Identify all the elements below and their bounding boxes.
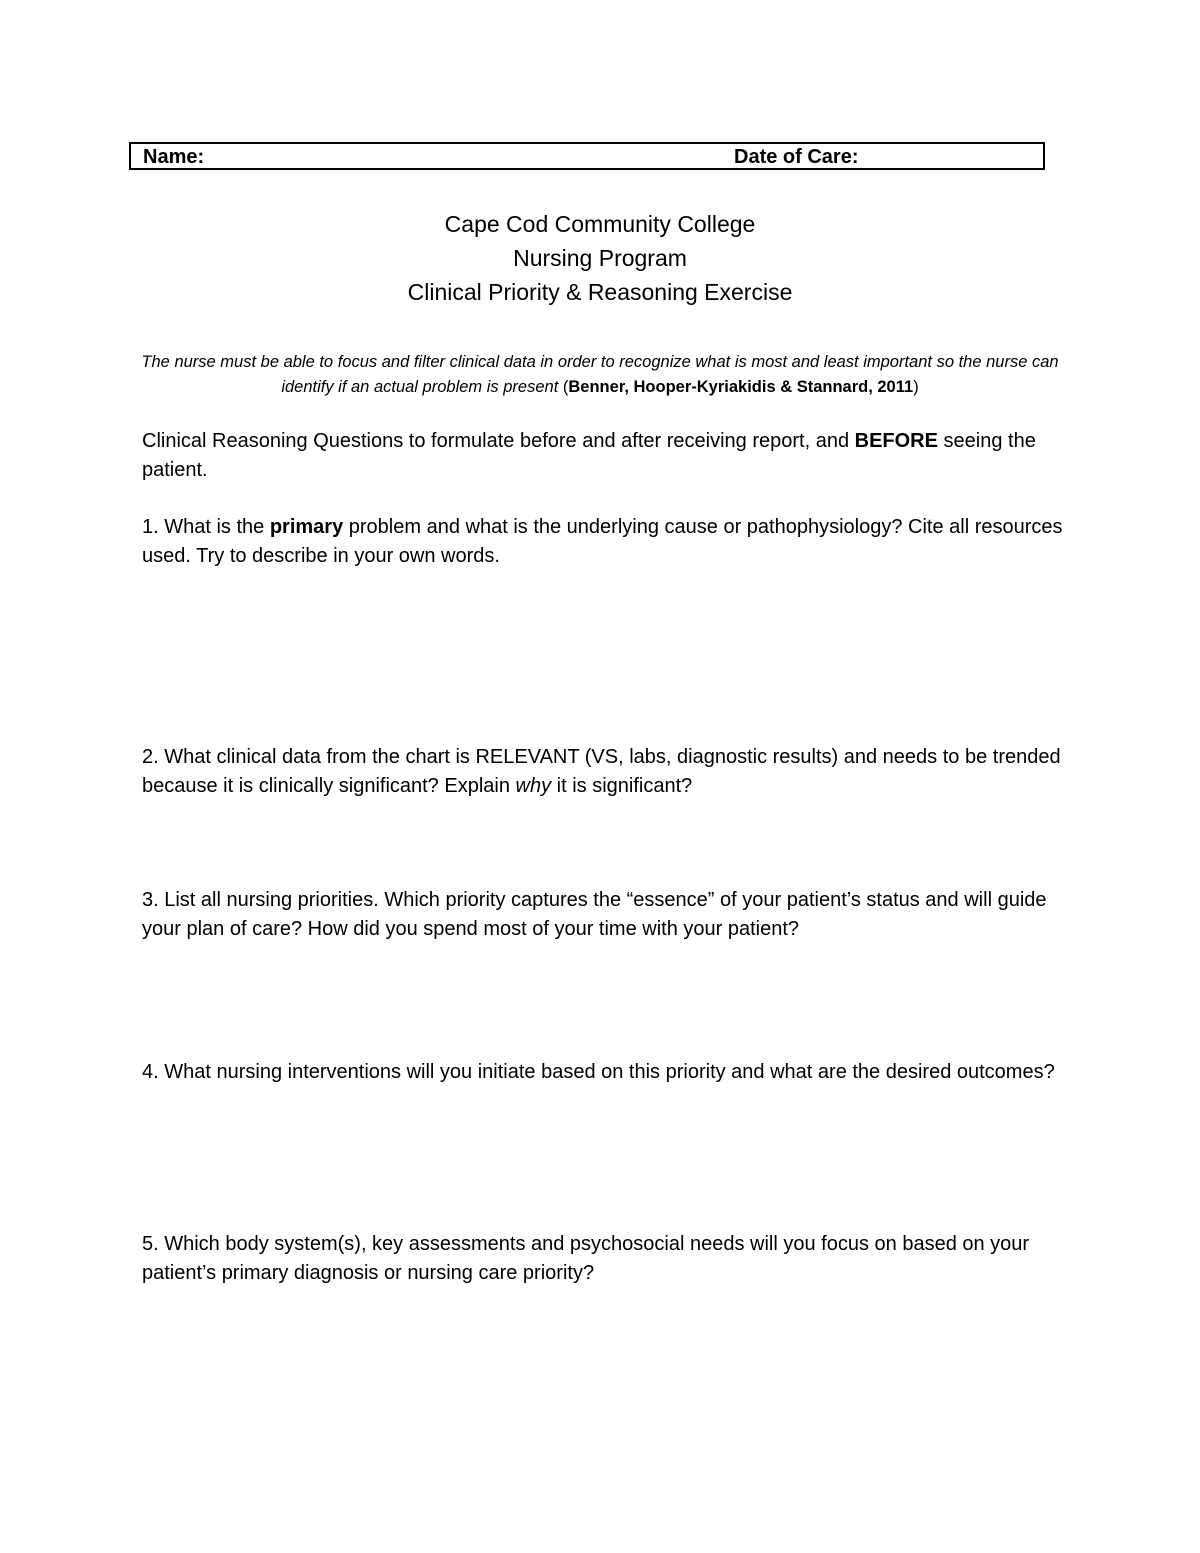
q2-emphasis: why bbox=[515, 775, 552, 797]
q2-text-2: it is significant? bbox=[551, 775, 693, 797]
q1-text-1: 1. What is the bbox=[142, 516, 270, 538]
date-of-care-label: Date of Care: bbox=[734, 146, 859, 168]
quote-open-paren: ( bbox=[558, 378, 569, 396]
intro-text-2: seeing the patient. bbox=[142, 430, 1036, 481]
quote-text: The nurse must be able to focus and filter clinical data in order to recognize what is most and least important so the nurse can identify if an actual problem is present bbox=[141, 353, 1059, 396]
question-4: 4. What nursing interventions will you initiate based on this priority and what are the desired outcomes? bbox=[142, 1061, 1055, 1083]
intro-text-1: Clinical Reasoning Questions to formulate before and after receiving report, and bbox=[142, 430, 855, 452]
intro-emphasis: BEFORE bbox=[854, 430, 938, 452]
name-label: Name: bbox=[143, 146, 205, 168]
question-2 bbox=[142, 743, 1067, 801]
q1-emphasis: primary bbox=[269, 516, 344, 538]
question-1 bbox=[142, 513, 1067, 571]
q1-text-2: problem and what is the underlying cause or pathophysiology? Cite all resources used. Try to describe in your own words. bbox=[142, 516, 1063, 567]
program-title: Nursing Program bbox=[513, 245, 687, 271]
document-titles bbox=[0, 207, 1200, 309]
question-3: 3. List all nursing priorities. Which priority captures the “essence” of your patient’s status and will guide your plan of care? How did you spend most of your time with your patient? bbox=[142, 889, 1047, 940]
college-title: Cape Cod Community College bbox=[444, 211, 756, 237]
benner-quote bbox=[140, 350, 1060, 400]
intro-paragraph bbox=[142, 427, 1067, 485]
name-date-header bbox=[129, 142, 1045, 170]
quote-close-paren: ) bbox=[913, 378, 919, 396]
exercise-title: Clinical Priority & Reasoning Exercise bbox=[407, 279, 793, 305]
question-5: 5. Which body system(s), key assessments and psychosocial needs will you focus on based on your patient’s primary diagnosis or nursing care priority? bbox=[142, 1233, 1030, 1284]
q2-text-1: 2. What clinical data from the chart is RELEVANT (VS, labs, diagnostic results) and needs to be trended because it is clinically significant? Explain bbox=[142, 746, 1061, 797]
quote-citation: Benner, Hooper-Kyriakidis & Stannard, 2011 bbox=[568, 378, 914, 396]
